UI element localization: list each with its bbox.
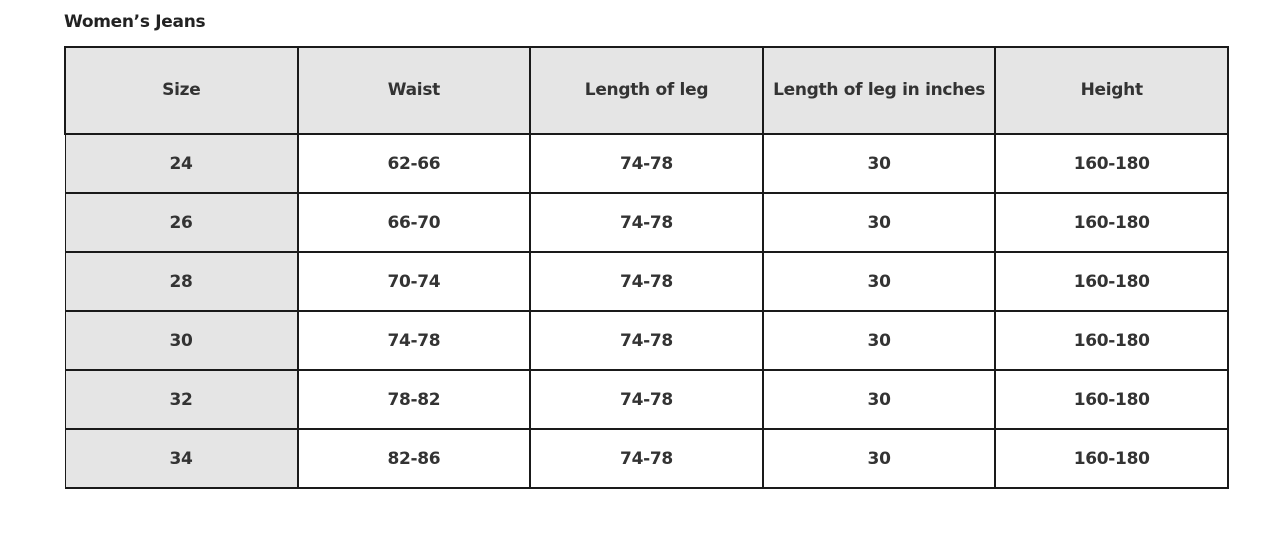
table-cell-size: 30 xyxy=(65,311,298,370)
table-cell-length-of-leg: 74-78 xyxy=(530,311,763,370)
table-cell-size: 28 xyxy=(65,252,298,311)
table-row xyxy=(65,134,1228,193)
table-cell-height: 160-180 xyxy=(995,311,1228,370)
table-header-row xyxy=(65,47,1228,134)
column-header-waist: Waist xyxy=(298,47,531,134)
table-cell-length-of-leg: 74-78 xyxy=(530,193,763,252)
table-cell-length-of-leg-inches: 30 xyxy=(763,370,996,429)
table-cell-length-of-leg-inches: 30 xyxy=(763,311,996,370)
table-cell-size: 26 xyxy=(65,193,298,252)
column-header-length-of-leg-inches: Length of leg in inches xyxy=(763,47,996,134)
table-cell-size: 32 xyxy=(65,370,298,429)
table-cell-waist: 62-66 xyxy=(298,134,531,193)
table-row xyxy=(65,311,1228,370)
table-cell-length-of-leg-inches: 30 xyxy=(763,134,996,193)
table-row xyxy=(65,252,1228,311)
table-cell-length-of-leg: 74-78 xyxy=(530,370,763,429)
table-cell-height: 160-180 xyxy=(995,134,1228,193)
table-cell-length-of-leg-inches: 30 xyxy=(763,429,996,488)
size-chart-table xyxy=(64,46,1229,489)
table-cell-length-of-leg-inches: 30 xyxy=(763,193,996,252)
column-header-size: Size xyxy=(65,47,298,134)
table-cell-waist: 70-74 xyxy=(298,252,531,311)
table-row xyxy=(65,429,1228,488)
table-cell-size: 34 xyxy=(65,429,298,488)
table-cell-height: 160-180 xyxy=(995,193,1228,252)
table-cell-size: 24 xyxy=(65,134,298,193)
column-header-height: Height xyxy=(995,47,1228,134)
table-cell-length-of-leg: 74-78 xyxy=(530,134,763,193)
table-cell-waist: 82-86 xyxy=(298,429,531,488)
table-cell-waist: 74-78 xyxy=(298,311,531,370)
table-cell-waist: 78-82 xyxy=(298,370,531,429)
table-row xyxy=(65,370,1228,429)
table-cell-waist: 66-70 xyxy=(298,193,531,252)
table-cell-length-of-leg-inches: 30 xyxy=(763,252,996,311)
table-cell-length-of-leg: 74-78 xyxy=(530,252,763,311)
table-cell-height: 160-180 xyxy=(995,370,1228,429)
table-row xyxy=(65,193,1228,252)
table-cell-height: 160-180 xyxy=(995,429,1228,488)
column-header-length-of-leg: Length of leg xyxy=(530,47,763,134)
page-title: Women’s Jeans xyxy=(64,12,206,32)
table-cell-length-of-leg: 74-78 xyxy=(530,429,763,488)
table-cell-height: 160-180 xyxy=(995,252,1228,311)
